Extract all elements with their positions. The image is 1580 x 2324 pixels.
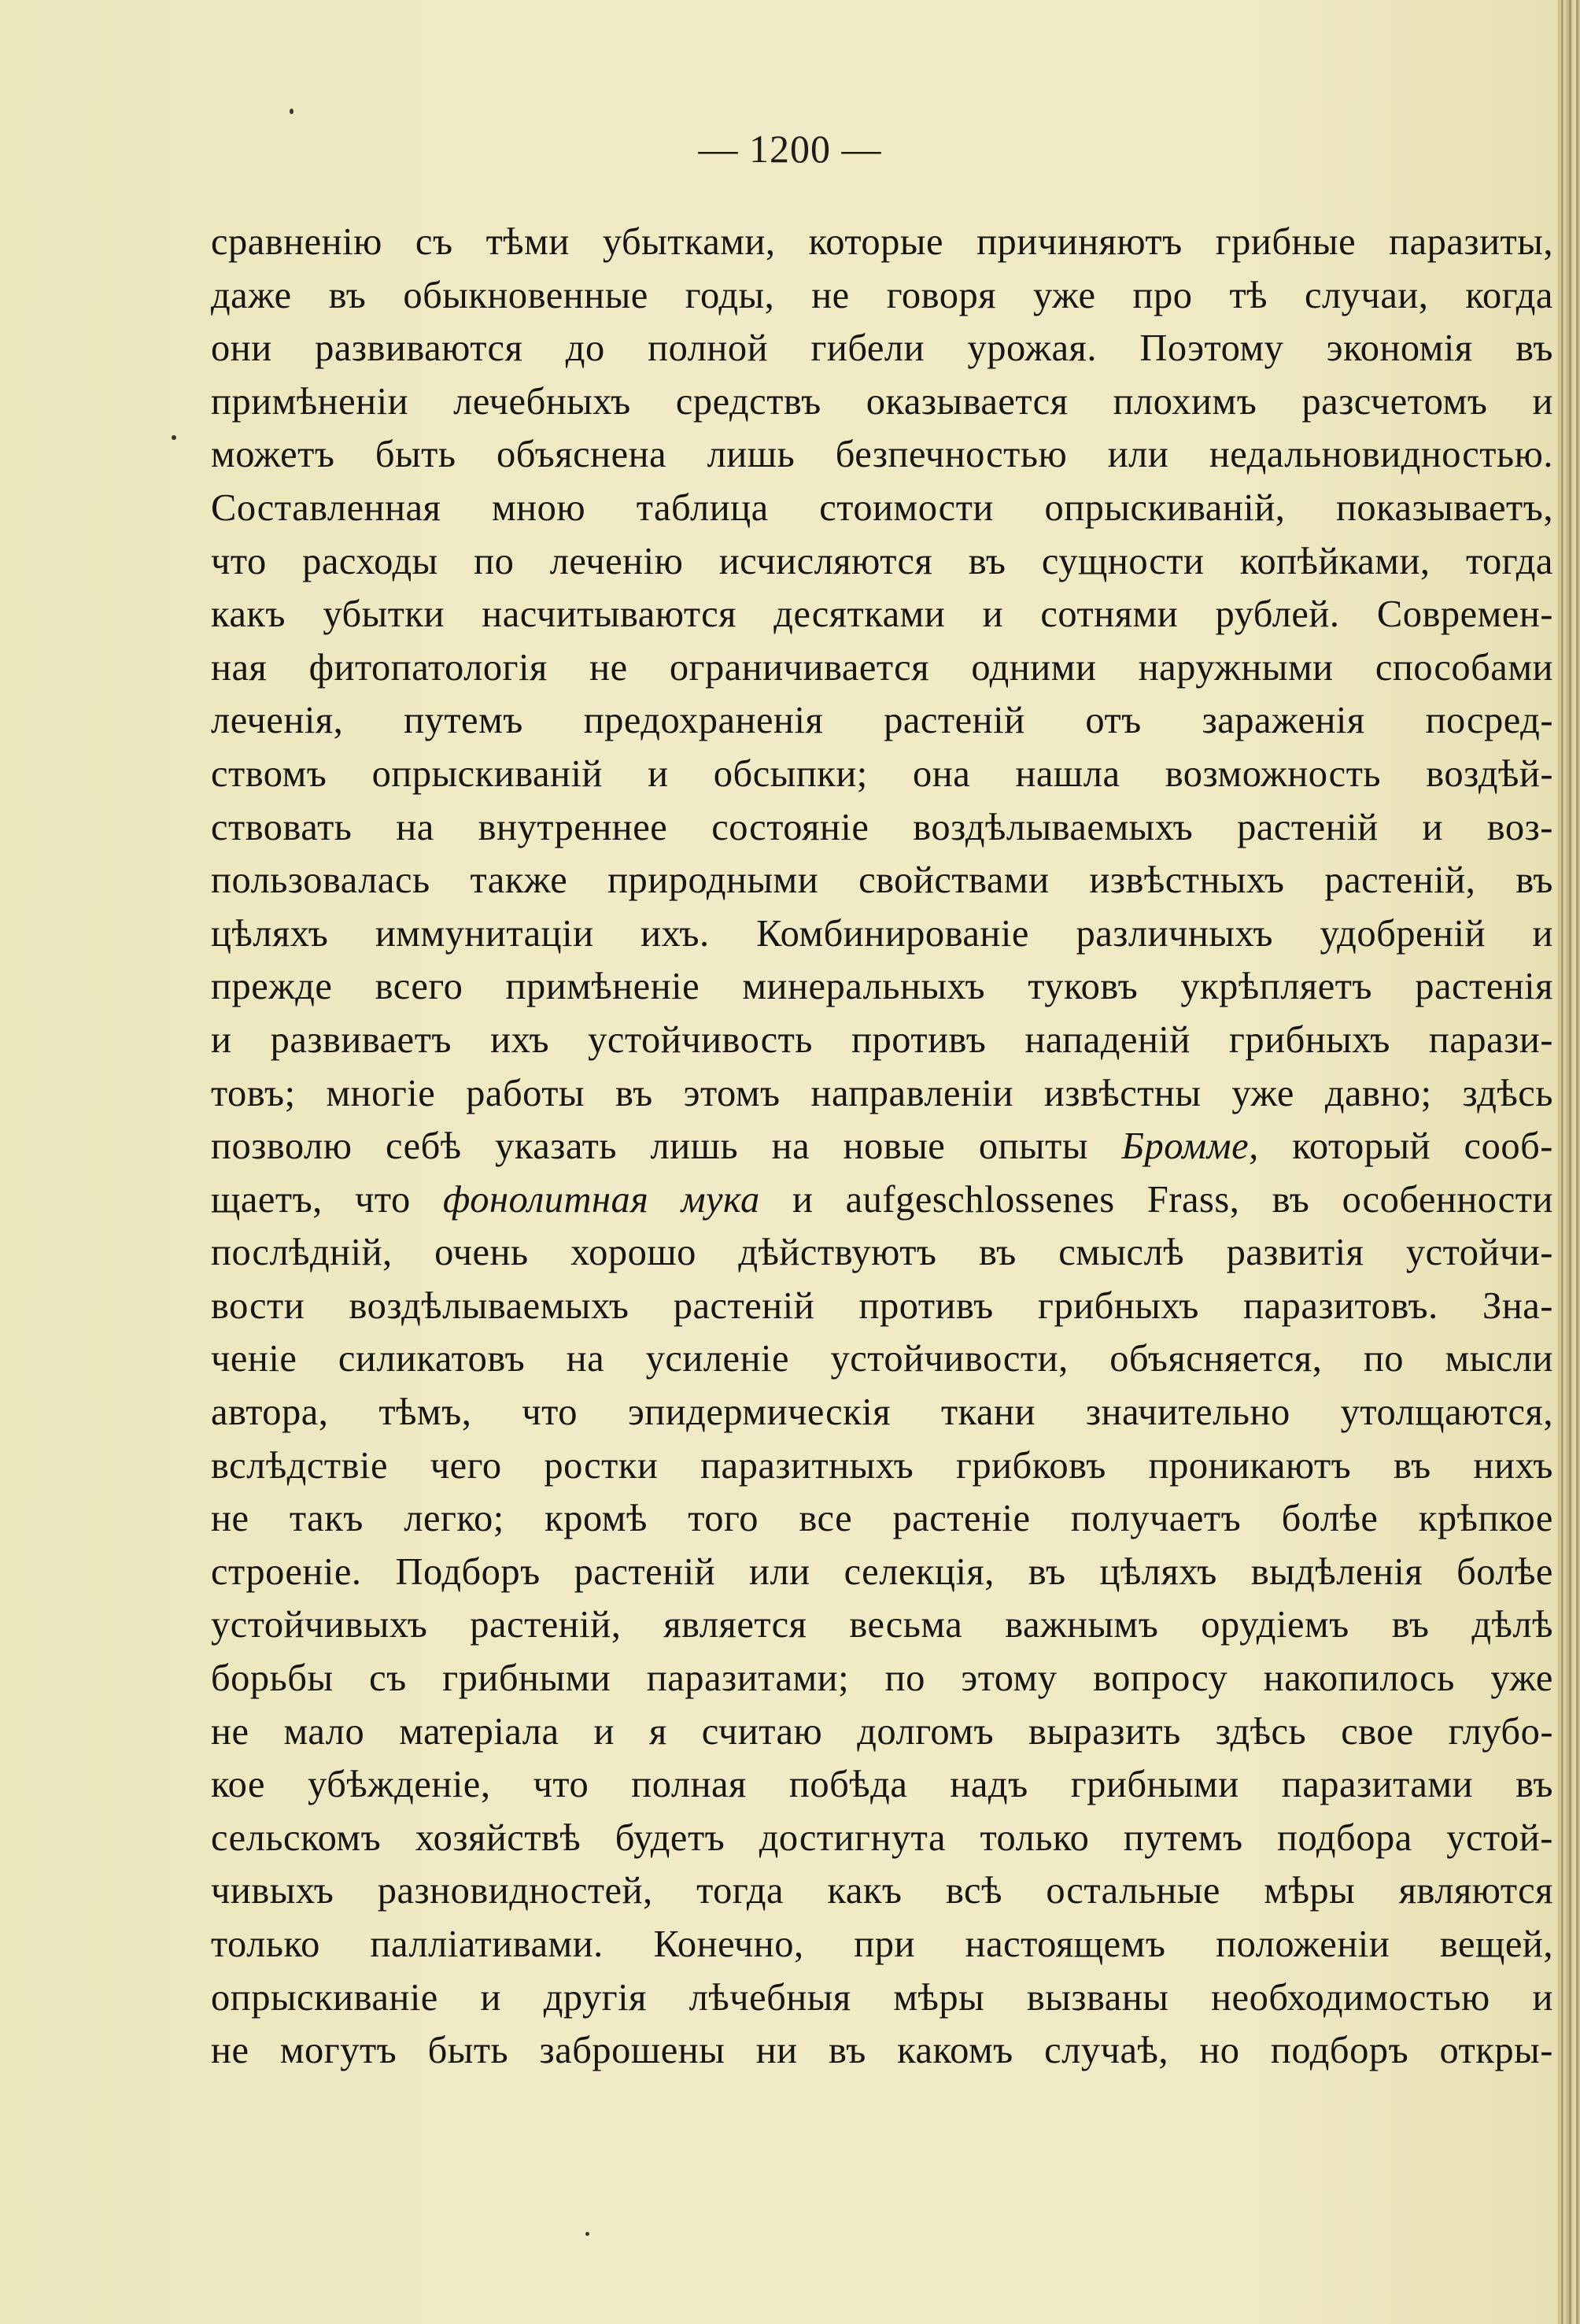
ink-speck (290, 109, 293, 114)
text-line: пользовалась также природными свойствами извѣстныхъ растеній, въ (211, 859, 1553, 902)
body-text (211, 220, 1553, 2082)
ink-speck (585, 2232, 589, 2236)
text-line: не могутъ быть заброшены ни въ какомъ случаѣ, но подборъ откры- (211, 2030, 1553, 2072)
text-line: ствомъ опрыскиваній и обсыпки; она нашла возможность воздѣй- (211, 752, 1553, 795)
text-line: опрыскиваніе и другія лѣчебныя мѣры вызваны необходимостью и (211, 1976, 1553, 2019)
page-number: — 1200 — (698, 127, 882, 171)
text-line: даже въ обыкновенные годы, не говоря уже про тѣ случаи, когда (211, 274, 1553, 316)
text-line: послѣдній, очень хорошо дѣйствуютъ въ смыслѣ развитія устойчи- (211, 1232, 1553, 1274)
text-line: Составленная мною таблица стоимости опрыскиваній, показываетъ, (211, 486, 1553, 529)
text-line: прежде всего примѣненіе минеральныхъ туковъ укрѣпляетъ растенія (211, 966, 1553, 1008)
text-line: ченіе силикатовъ на усиленіе устойчивости, объясняется, по мысли (211, 1338, 1553, 1380)
text-line: чивыхъ разновидностей, тогда какъ всѣ остальные мѣры являются (211, 1870, 1553, 1912)
text-line: не такъ легко; кромѣ того все растеніе получаетъ болѣе крѣпкое (211, 1498, 1553, 1540)
text-line: ствовать на внутреннее состояніе воздѣлываемыхъ растеній и воз- (211, 806, 1553, 848)
ink-speck (172, 435, 176, 440)
text-line: вслѣдствіе чего ростки паразитныхъ грибковъ проникаютъ въ нихъ (211, 1444, 1553, 1487)
text-line: они развиваются до полной гибели урожая. Поэтому экономія въ (211, 327, 1553, 370)
text-line: позволю себѣ указать лишь на новые опыты Бромме, который сооб- (211, 1125, 1553, 1168)
text-line: борьбы съ грибными паразитами; по этому вопросу накопилось уже (211, 1657, 1553, 1700)
text-line: можетъ быть объяснена лишь безпечностью или недальновидностью. (211, 434, 1553, 476)
text-line: и развиваетъ ихъ устойчивость противъ нападеній грибныхъ парази- (211, 1018, 1553, 1061)
text-line: не мало матеріала и я считаю долгомъ выразить здѣсь свое глубо- (211, 1710, 1553, 1753)
text-line: примѣненіи лечебныхъ средствъ оказывается плохимъ разсчетомъ и (211, 380, 1553, 423)
text-line: щаетъ, что фонолитная мука и aufgeschlossenes Frass, въ особенности (211, 1178, 1553, 1221)
text-line: кое убѣжденіе, что полная побѣда надъ грибными паразитами въ (211, 1764, 1553, 1806)
text-line: сельскомъ хозяйствѣ будетъ достигнута только путемъ подбора устой- (211, 1816, 1553, 1859)
text-line: цѣляхъ иммунитаціи ихъ. Комбинированіе различныхъ удобреній и (211, 912, 1553, 955)
text-line: автора, тѣмъ, что эпидермическія ткани значительно утолщаются, (211, 1391, 1553, 1434)
text-line: что расходы по леченію исчисляются въ сущности копѣйками, тогда (211, 540, 1553, 582)
text-line: сравненію съ тѣми убытками, которые причиняютъ грибные паразиты, (211, 221, 1553, 263)
text-line: какъ убытки насчитываются десятками и сотнями рублей. Современ- (211, 593, 1553, 636)
text-line: вости воздѣлываемыхъ растеній противъ грибныхъ паразитовъ. Зна- (211, 1284, 1553, 1327)
text-line: строеніе. Подборъ растеній или селекція, въ цѣляхъ выдѣленія болѣе (211, 1550, 1553, 1593)
text-line: товъ; многіе работы въ этомъ направленіи извѣстны уже давно; здѣсь (211, 1072, 1553, 1114)
text-line: ная фитопатологія не ограничивается одними наружными способами (211, 646, 1553, 689)
text-line: леченія, путемъ предохраненія растеній отъ зараженія посред- (211, 700, 1553, 742)
text-line: только палліативами. Конечно, при настоящемъ положеніи вещей, (211, 1923, 1553, 1965)
text-line: устойчивыхъ растеній, является весьма важнымъ орудіемъ въ дѣлѣ (211, 1604, 1553, 1646)
page-edge (1558, 0, 1580, 2324)
